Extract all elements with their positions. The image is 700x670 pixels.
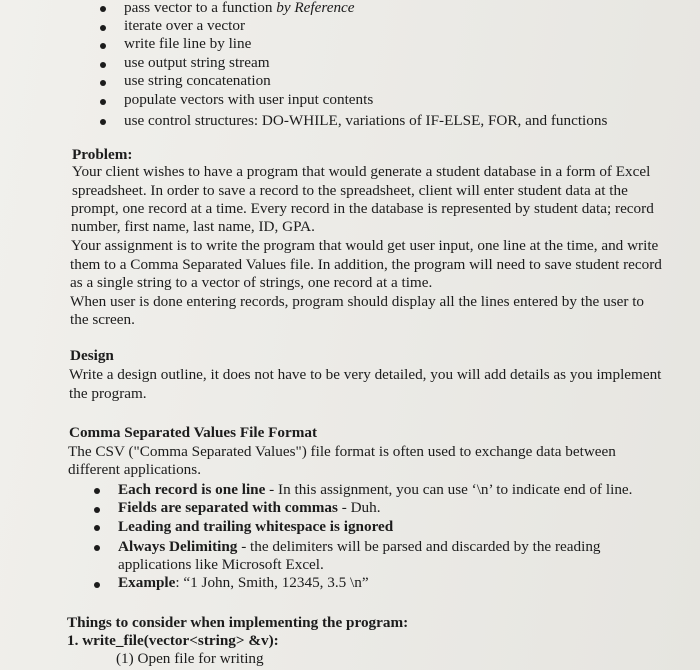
problem-line: as a single string to a vector of strings, one record at a time. — [70, 274, 433, 291]
bullet-icon — [94, 488, 100, 494]
consider-heading: Things to consider when implementing the program: — [67, 614, 409, 631]
problem-line: When user is done entering records, program should display all the lines entered by the user to — [70, 293, 645, 310]
csv-rule: Each record is one line - In this assignment, you can use ‘\n’ to indicate end of line. — [118, 481, 633, 498]
csv-line: The CSV ("Comma Separated Values") file format is often used to exchange data between — [68, 443, 616, 460]
objective-item: pass vector to a function by Reference — [124, 0, 355, 16]
bullet-icon — [94, 582, 100, 588]
csv-heading: Comma Separated Values File Format — [69, 424, 318, 441]
csv-rule-continuation: applications like Microsoft Excel. — [118, 556, 324, 573]
csv-rule: Always Delimiting - the delimiters will be parsed and discarded by the reading — [118, 538, 601, 555]
objective-item: use string concatenation — [124, 72, 271, 89]
problem-line: Your client wishes to have a program that would generate a student database in a form of Excel — [72, 163, 651, 180]
design-heading: Design — [70, 347, 114, 364]
design-line: the program. — [69, 385, 147, 402]
objective-item: use output string stream — [124, 54, 270, 71]
problem-heading: Problem: — [72, 146, 133, 163]
bullet-icon — [100, 25, 106, 31]
bullet-icon — [100, 80, 106, 86]
problem-line: prompt, one record at a time. Every record in the database is represented by student data; record — [71, 200, 654, 217]
objective-item: iterate over a vector — [124, 17, 246, 34]
csv-rule: Fields are separated with commas - Duh. — [118, 499, 381, 516]
objective-item: use control structures: DO-WHILE, variations of IF-ELSE, FOR, and functions — [124, 112, 608, 129]
bullet-icon — [100, 43, 106, 49]
problem-line: the screen. — [70, 311, 135, 328]
design-line: Write a design outline, it does not have to be very detailed, you will add details as you implement — [69, 366, 662, 383]
problem-line: number, first name, last name, ID, GPA. — [71, 218, 315, 235]
problem-line: Your assignment is to write the program that would get user input, one line at the time, and write — [71, 237, 659, 254]
bullet-icon — [100, 6, 106, 12]
consider-subitem: (1) Open file for writing — [116, 650, 264, 667]
problem-line: them to a Comma Separated Values file. In addition, the program will need to save student record — [70, 256, 662, 273]
bullet-icon — [100, 99, 106, 105]
csv-line: different applications. — [68, 461, 201, 478]
consider-item: 1. write_file(vector<string> &v): — [67, 632, 279, 649]
objective-item: write file line by line — [124, 35, 252, 52]
bullet-icon — [94, 507, 100, 513]
bullet-icon — [100, 119, 106, 125]
csv-rule: Example: “1 John, Smith, 12345, 3.5 \n” — [118, 574, 369, 591]
bullet-icon — [94, 525, 100, 531]
problem-line: spreadsheet. In order to save a record to the spreadsheet, client will enter student data at the — [72, 182, 628, 199]
objective-item: populate vectors with user input contents — [124, 91, 374, 108]
bullet-icon — [94, 545, 100, 551]
csv-rule: Leading and trailing whitespace is ignored — [118, 518, 394, 535]
bullet-icon — [100, 62, 106, 68]
